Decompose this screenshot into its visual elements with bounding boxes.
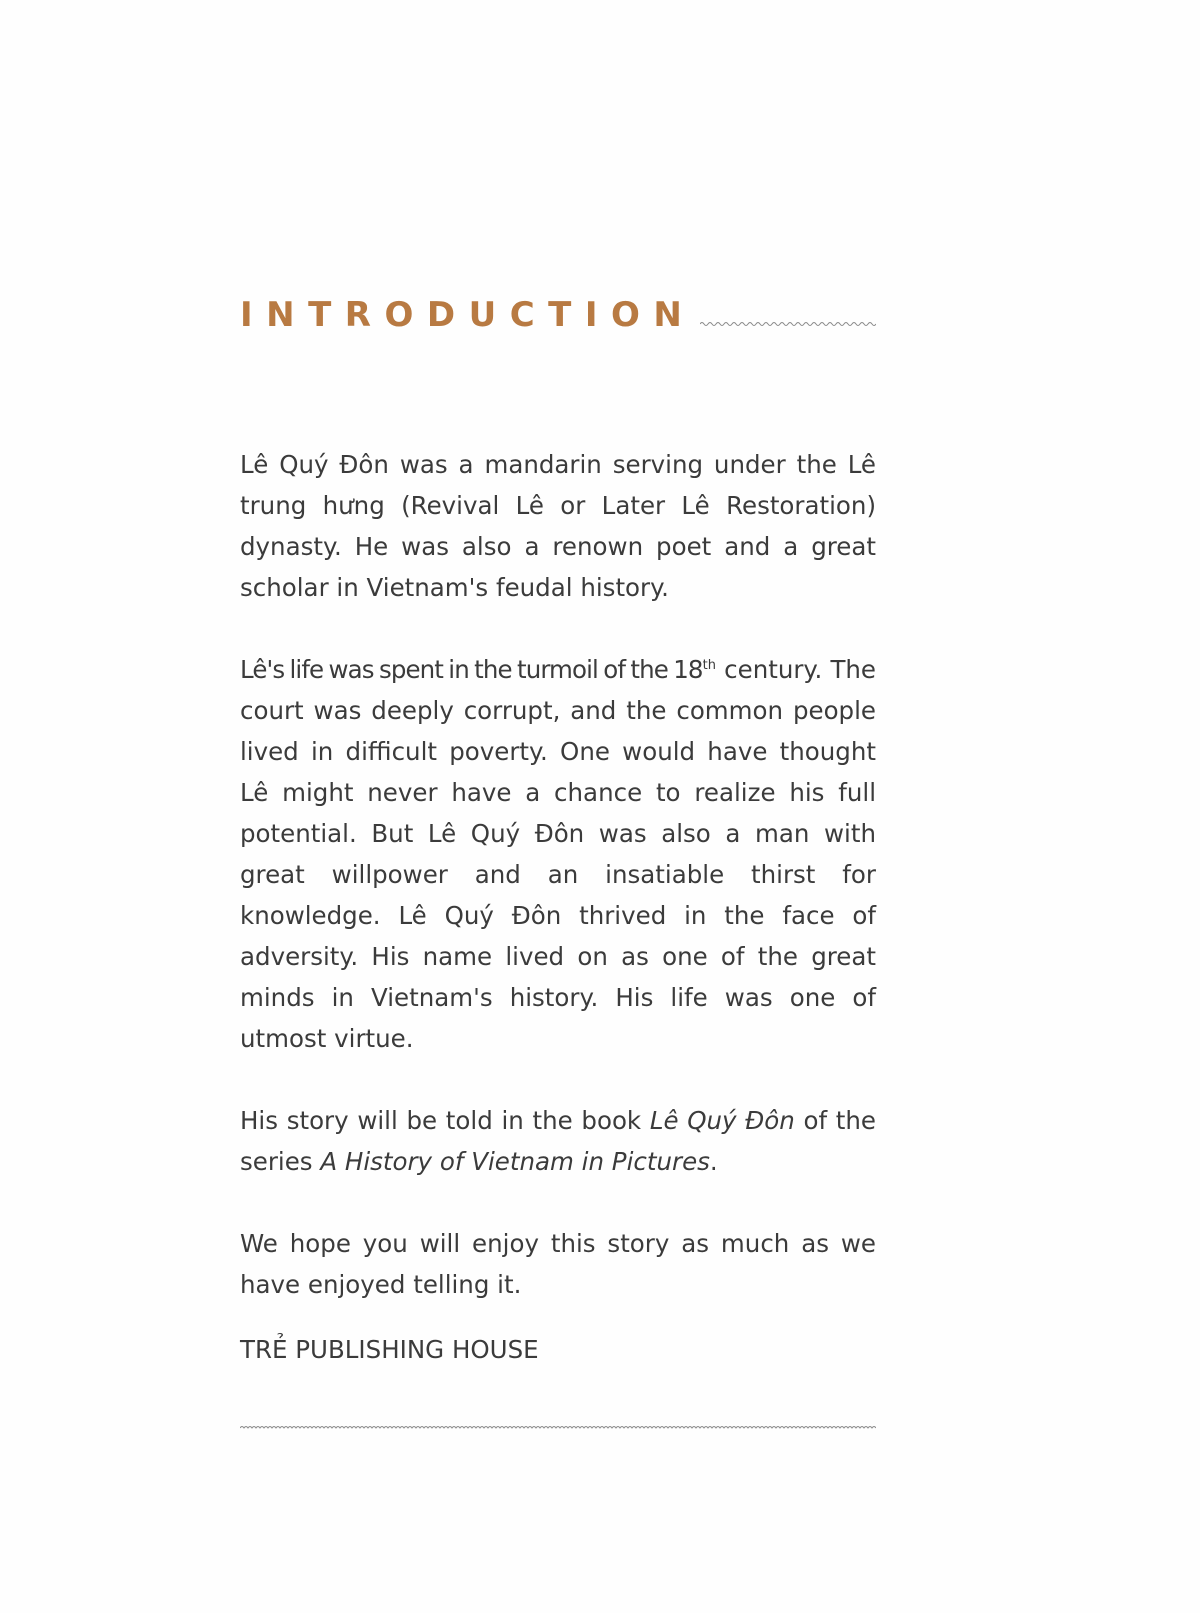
paragraph-2 xyxy=(240,649,876,1059)
paragraph-3 xyxy=(240,1100,876,1182)
introduction-body xyxy=(240,444,876,1370)
paragraph-3-text-a: His story will be told in the book xyxy=(240,1106,650,1135)
series-title: A History of Vietnam in Pictures xyxy=(320,1147,710,1176)
paragraph-4: We hope you will enjoy this story as much as we have enjoyed telling it. xyxy=(240,1229,876,1299)
publisher-name: TRẺ PUBLISHING HOUSE xyxy=(240,1335,539,1364)
book-title: Lê Quý Đôn xyxy=(649,1106,795,1135)
paragraph-2-rest: century. The court was deeply corrupt, and the common people lived in difficult poverty. One would have thought Lê might never have a chance to realize his full potential. But Lê Quý Đôn was also a man with great willpower and an insatiable thirst for knowledge. Lê Quý Đôn thrived in the face of adversity. His name lived on as one of the great minds in Vietnam's history. His life was one of utmost virtue. xyxy=(240,655,877,1053)
paragraph-3-text-b: of the series xyxy=(240,1106,876,1176)
page-title: INTRODUCTION xyxy=(240,295,696,335)
wavy-line-ornament xyxy=(700,320,876,328)
heading-row xyxy=(240,293,876,343)
paragraph-1: Lê Quý Đôn was a mandarin serving under the Lê trung hưng (Revival Lê or Later Lê Restoration) dynasty. He was also a renown poet and a great scholar in Vietnam's feudal history. xyxy=(240,450,876,602)
paragraph-3-text-c: . xyxy=(709,1147,718,1176)
superscript-th: th xyxy=(702,657,716,673)
wavy-line-ornament-bottom xyxy=(240,1424,876,1432)
paragraph-2-start: Lê's life was spent in the turmoil of the 18 xyxy=(240,655,703,684)
